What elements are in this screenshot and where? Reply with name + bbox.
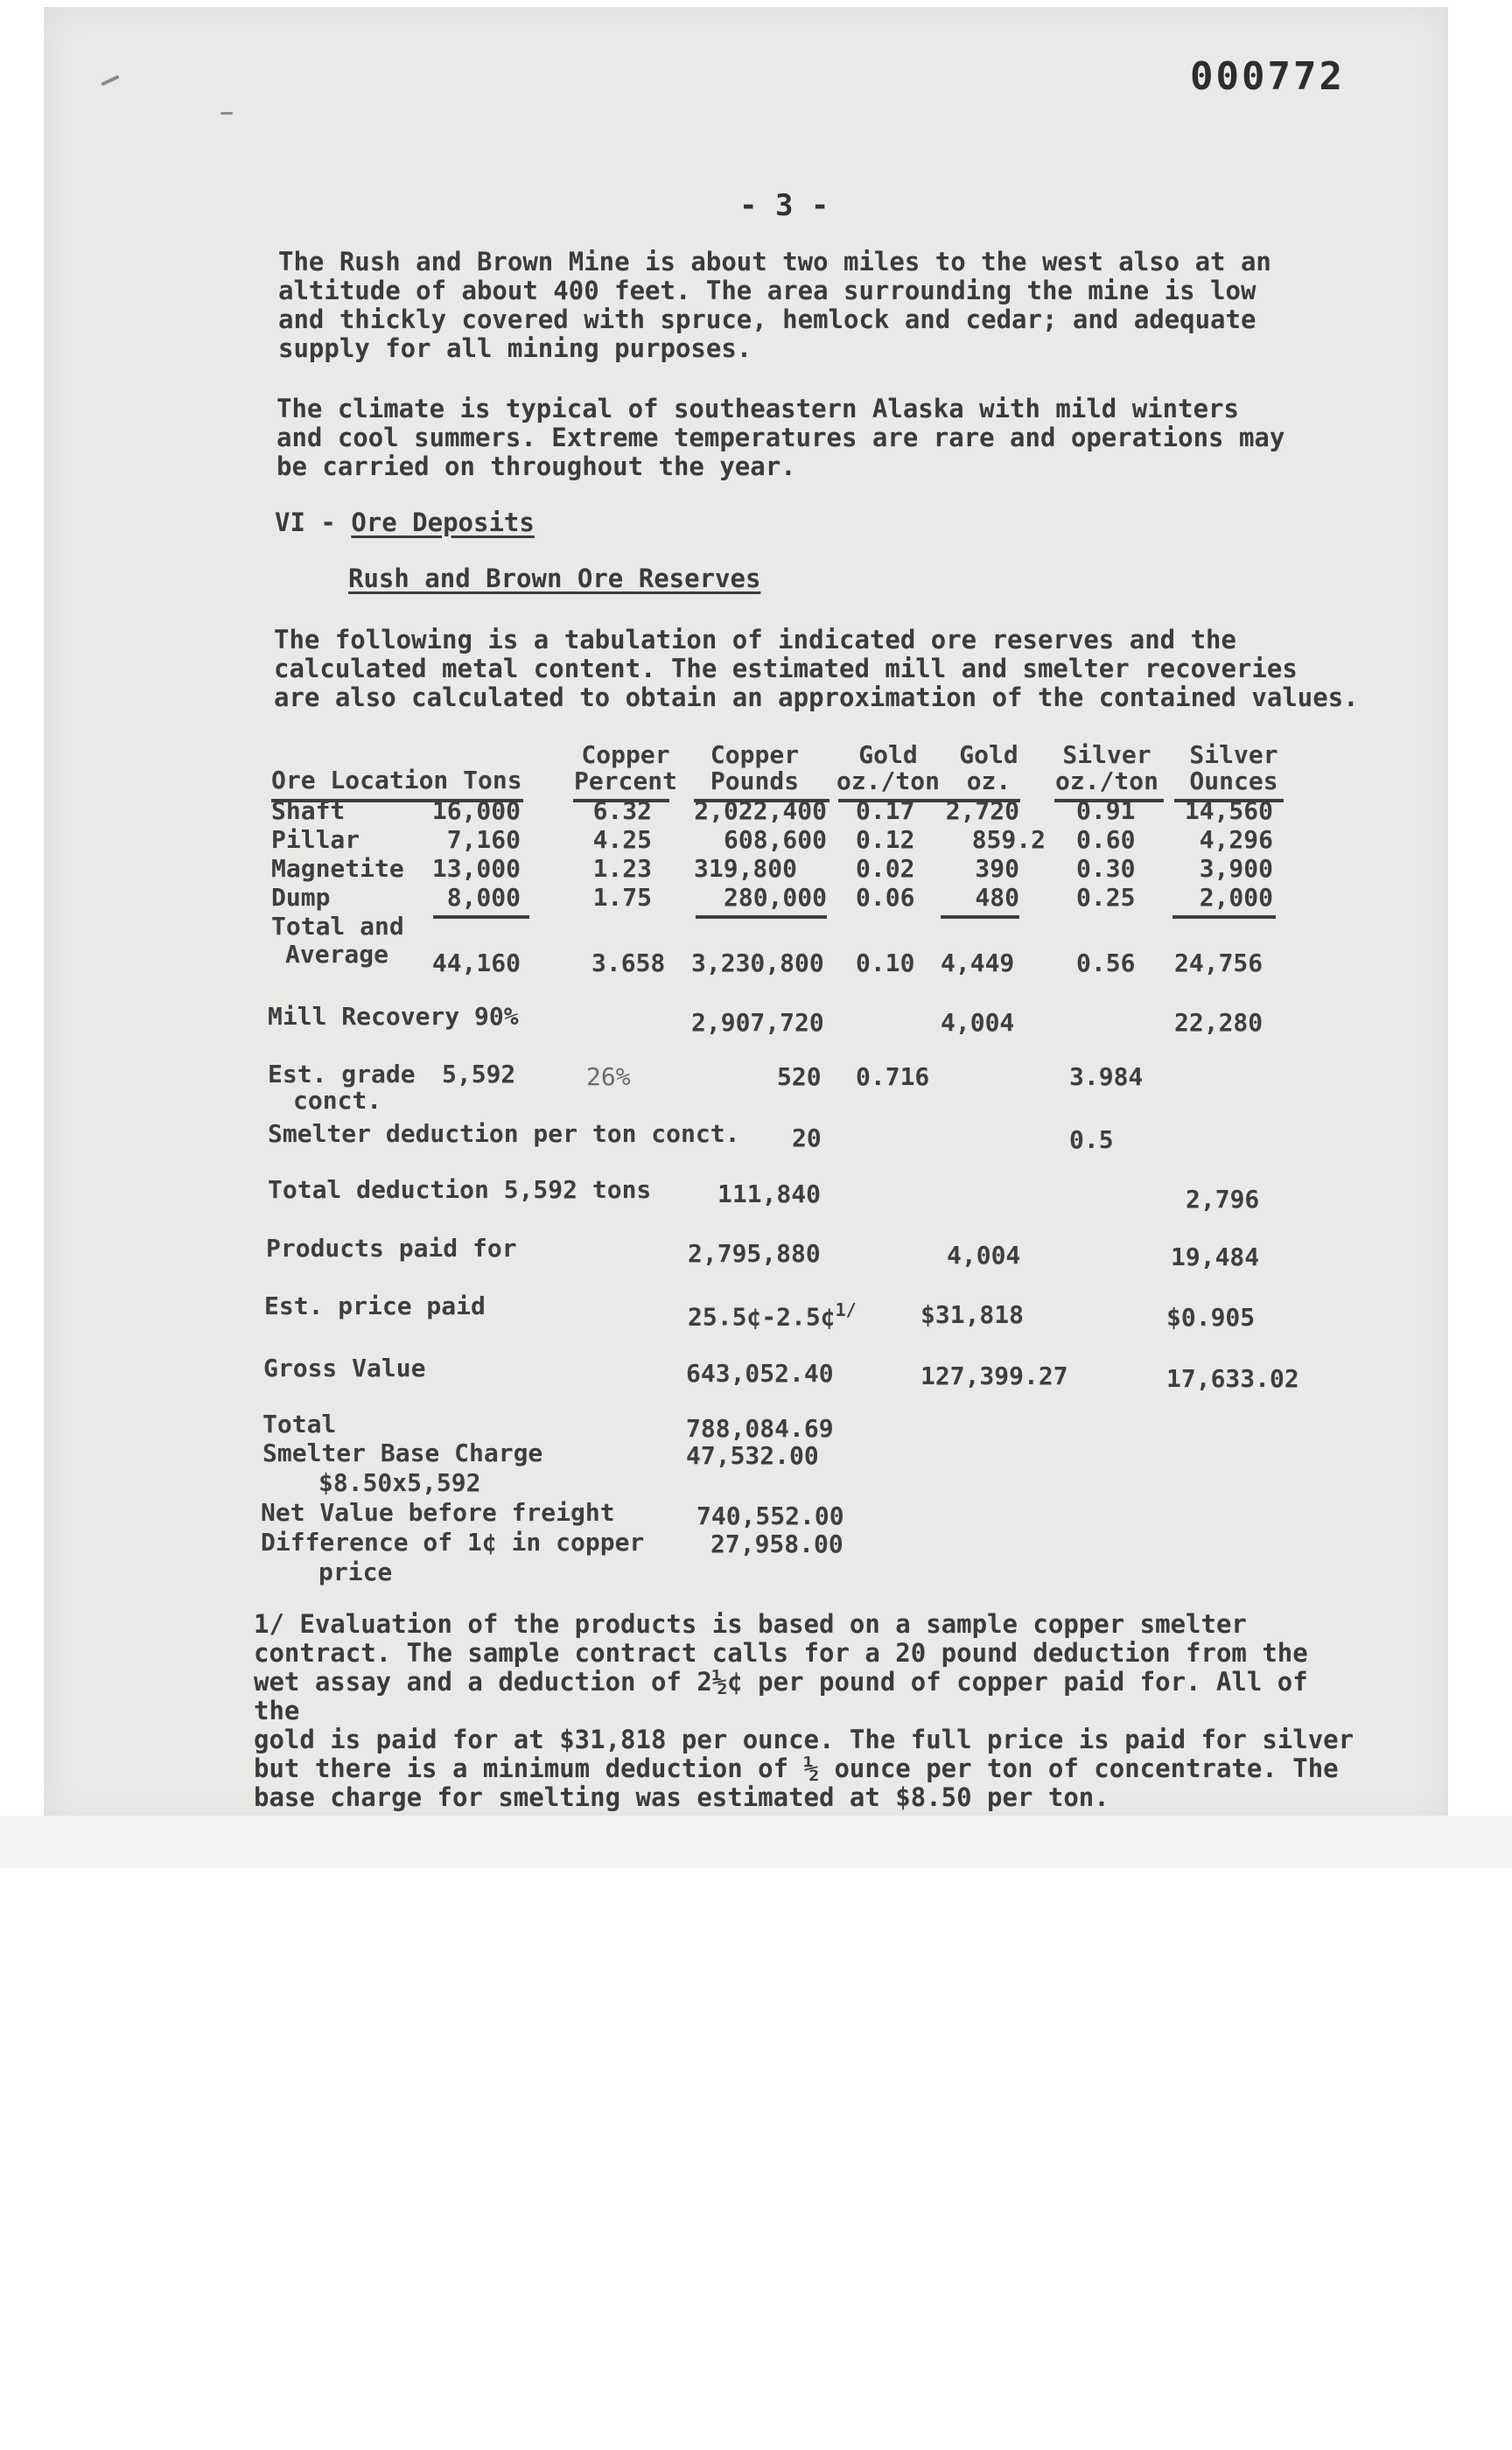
base-charge-value: 47,532.00 [686, 1441, 819, 1470]
row-location: Pillar [271, 825, 360, 854]
header-silver-ounces: Silver Ounces [1189, 740, 1278, 795]
total-deduction-silver: 2,796 [1186, 1185, 1260, 1214]
products-paid-silver: 19,484 [1171, 1242, 1260, 1271]
row-copper-percent: 4.25 [592, 825, 652, 854]
row-gold-oz: 2,720 [945, 796, 1019, 825]
footnote-paragraph: 1/ Evaluation of the products is based on a sample copper smelter contract. The sample contract calls for a 20 pound deduction from the wet assay and a deduction of 2½¢ per pound of copper paid for. All of the gold is paid for at $31,818 per ounce. The full price is paid for silver but there is a minimum deduction of ½ ounce per ton of concentrate. The base charge for smelting was estimated at $8.50 per ton. [254, 1609, 1354, 1812]
total-deduction-label: Total deduction 5,592 tons [268, 1175, 652, 1204]
grand-total-label: Total [262, 1410, 337, 1438]
section-number: VI - [275, 508, 352, 537]
sum-underline [941, 915, 1019, 919]
base-charge-formula: $8.50x5,592 [318, 1468, 481, 1497]
est-price-label: Est. price paid [264, 1292, 486, 1320]
est-price-silver: $0.905 [1166, 1303, 1256, 1332]
intro-paragraph: The Rush and Brown Mine is about two miles to the west also at an altitude of about 400 feet. The area surrounding the mine is low and thickly covered with spruce, hemlock and cedar; and adequate supply for all mining purposes. [278, 247, 1271, 363]
products-paid-copper: 2,795,880 [688, 1239, 821, 1268]
est-price-copper [688, 1297, 857, 1330]
header-copper-pounds: Copper Pounds [710, 740, 800, 795]
gross-value-copper: 643,052.40 [686, 1359, 834, 1388]
sum-underline [433, 915, 529, 919]
est-grade-gold-oz-ton: 0.716 [856, 1062, 930, 1091]
header-gold-oz: Gold oz. [959, 740, 1018, 795]
header-location-tons: Ore Location Tons [271, 766, 522, 794]
total-gold-oz-ton: 0.10 [856, 948, 915, 977]
row-gold-oz-ton: 0.17 [856, 796, 915, 825]
row-copper-percent: 1.23 [592, 854, 652, 883]
total-deduction-copper: 111,840 [718, 1180, 822, 1208]
smelter-deduction-label: Smelter deduction per ton conct. [268, 1119, 740, 1148]
gross-value-label: Gross Value [263, 1354, 426, 1382]
total-silver-oz-ton: 0.56 [1076, 948, 1136, 977]
subsection-title: Rush and Brown Ore Reserves [348, 564, 761, 593]
row-gold-oz-ton: 0.02 [856, 854, 915, 883]
header-gold-oz-ton: Gold oz./ton [836, 740, 940, 795]
row-silver-ounces: 2,000 [1199, 883, 1273, 912]
header-silver-oz-ton: Silver oz./ton [1054, 740, 1158, 795]
difference-price-label: price [318, 1558, 393, 1586]
row-silver-oz-ton: 0.91 [1076, 796, 1136, 825]
net-value-label: Net Value before freight [261, 1498, 615, 1527]
row-silver-ounces: 4,296 [1199, 825, 1273, 854]
subsection-heading [348, 564, 760, 593]
mill-recovery-gold: 4,004 [941, 1008, 1015, 1037]
mill-recovery-copper: 2,907,720 [691, 1008, 824, 1037]
est-grade-tons: 5,592 [442, 1060, 516, 1088]
total-copper-pounds: 3,230,800 [691, 948, 824, 977]
total-silver-ounces: 24,756 [1174, 948, 1264, 977]
grand-total-value: 788,084.69 [686, 1414, 834, 1443]
page-number: - 3 - [739, 188, 830, 223]
base-charge-label: Smelter Base Charge [262, 1438, 543, 1467]
page-bottom-edge [0, 1816, 1512, 1868]
row-copper-pounds: 319,800 [694, 854, 798, 883]
row-gold-oz: 390 [975, 854, 1019, 883]
row-tons: 7,160 [446, 825, 521, 854]
est-grade-copper-pounds: 520 [777, 1062, 822, 1091]
est-price-gold: $31,818 [920, 1300, 1025, 1329]
row-silver-ounces: 14,560 [1184, 796, 1273, 825]
est-grade-silver-oz-ton: 3.984 [1069, 1062, 1144, 1091]
scan-mark [220, 112, 233, 115]
row-copper-percent: 1.75 [592, 883, 652, 912]
total-label: Total and [271, 912, 404, 941]
sum-underline [696, 915, 827, 919]
average-label: Average [285, 940, 389, 969]
document-number: 000772 [1190, 54, 1345, 99]
row-gold-oz: 480 [975, 883, 1019, 912]
products-paid-label: Products paid for [266, 1234, 517, 1263]
row-copper-pounds: 608,600 [723, 825, 827, 854]
total-tons: 44,160 [431, 948, 521, 977]
net-value-value: 740,552.00 [696, 1502, 844, 1530]
total-gold-oz: 4,449 [941, 948, 1015, 977]
mill-recovery-label: Mill Recovery 90% [268, 1002, 519, 1031]
row-gold-oz: 859.2 [971, 825, 1046, 854]
row-location: Shaft [271, 796, 346, 825]
section-heading [275, 508, 535, 537]
row-gold-oz-ton: 0.12 [856, 825, 915, 854]
row-tons: 8,000 [446, 883, 521, 912]
header-copper-percent: Copper Percent [573, 740, 677, 795]
row-location: Magnetite [271, 854, 404, 883]
difference-value: 27,958.00 [710, 1530, 844, 1558]
row-silver-ounces: 3,900 [1199, 854, 1273, 883]
gross-value-gold: 127,399.27 [920, 1362, 1068, 1390]
row-silver-oz-ton: 0.25 [1076, 883, 1136, 912]
est-grade-copper-percent: 26% [586, 1062, 631, 1091]
climate-paragraph: The climate is typical of southeastern Alaska with mild winters and cool summers. Extreme temperatures are rare and operations may be carried on throughout the year. [276, 394, 1285, 481]
products-paid-gold: 4,004 [947, 1241, 1021, 1270]
section-title: Ore Deposits [351, 508, 535, 537]
total-copper-percent: 3.658 [592, 948, 666, 977]
row-silver-oz-ton: 0.60 [1076, 825, 1136, 854]
mill-recovery-silver: 22,280 [1174, 1008, 1264, 1037]
footnote-reference: 1/ [835, 1299, 857, 1320]
est-grade-conct-label: conct. [293, 1086, 382, 1115]
gross-value-silver: 17,633.02 [1166, 1364, 1299, 1393]
smelter-deduction-silver: 0.5 [1069, 1125, 1114, 1154]
row-copper-pounds: 280,000 [723, 883, 827, 912]
est-price-copper-value: 25.5¢-2.5¢ [688, 1302, 836, 1332]
smelter-deduction-copper: 20 [792, 1124, 822, 1152]
row-tons: 13,000 [431, 854, 521, 883]
row-location: Dump [271, 883, 331, 912]
row-tons: 16,000 [431, 796, 521, 825]
est-grade-label: Est. grade [268, 1060, 416, 1088]
table-intro-paragraph: The following is a tabulation of indicated ore reserves and the calculated metal content. The estimated mill and smelter recoveries are also calculated to obtain an approximation of the contained values. [274, 625, 1359, 712]
row-copper-pounds: 2,022,400 [694, 796, 827, 825]
difference-label: Difference of 1¢ in copper [261, 1528, 645, 1557]
row-gold-oz-ton: 0.06 [856, 883, 915, 912]
sum-underline [1172, 915, 1276, 919]
row-silver-oz-ton: 0.30 [1076, 854, 1136, 883]
row-copper-percent: 6.32 [592, 796, 652, 825]
